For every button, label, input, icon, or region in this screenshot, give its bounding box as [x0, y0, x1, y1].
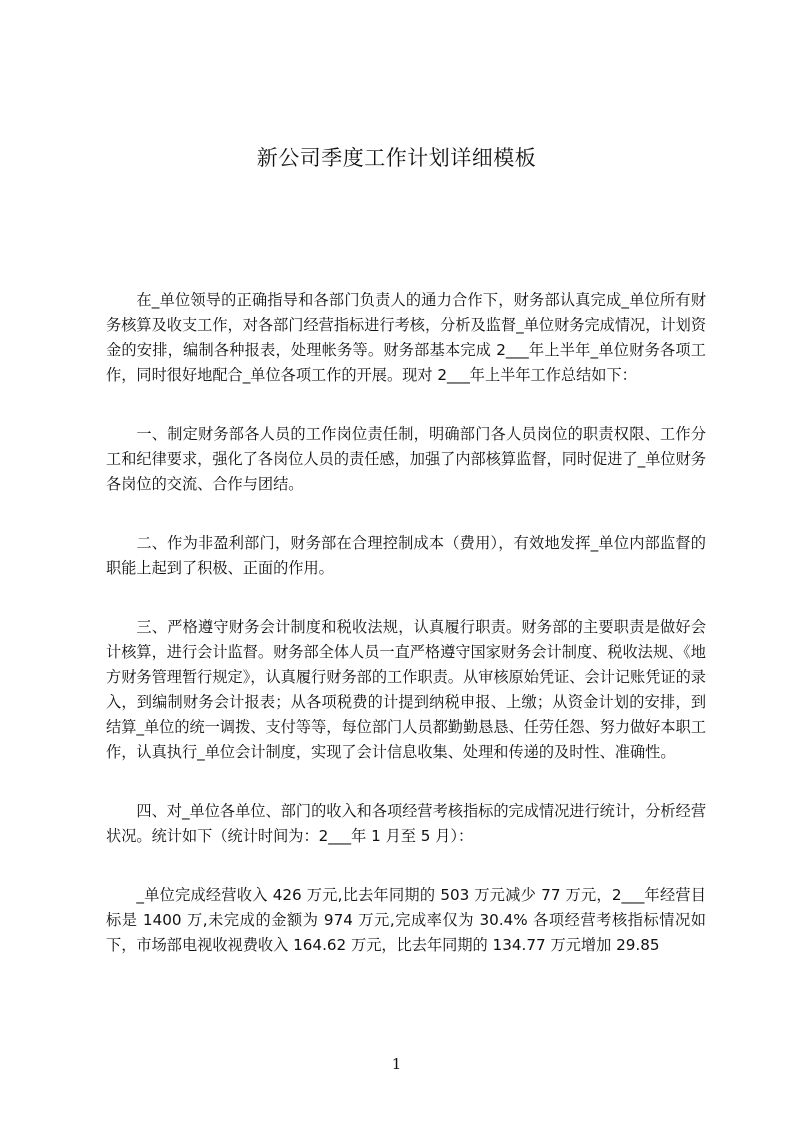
intro-paragraph: 在_单位领导的正确指导和各部门负责人的通力合作下，财务部认真完成_单位所有财务核算及收支工作，对各部门经营指标进行考核，分析及监督_单位财务完成情况，计划资金的安排，编制各种报表，处理帐务等。财务部基本完成 2___年上半年_单位财务各项工作，同时很好地配合_单位各项工作的开展。现对 2___年上半年工作总结如下： [106, 291, 706, 384]
document-title: 新公司季度工作计划详细模板 [256, 146, 537, 170]
statistics-paragraph: _单位完成经营收入 426 万元,比去年同期的 503 万元减少 77 万元，2___年经营目标是 1400 万,未完成的金额为 974 万元,完成率仅为 30.4% 各项经营考核指标情况如下，市场部电视收视费收入 164.62 万元，比去年同期的 134.77 万元增加 29.85 [106, 886, 706, 954]
section-three-paragraph: 三、严格遵守财务会计制度和税收法规，认真履行职责。财务部的主要职责是做好会计核算，进行会计监督。财务部全体人员一直严格遵守国家财务会计制度、税收法规、《地方财务管理暂行规定》，认真履行财务部的工作职责。从审核原始凭证、会计记账凭证的录入，到编制财务会计报表；从各项税费的计提到纳税申报、上缴；从资金计划的安排，到结算_单位的统一调拨、支付等等，每位部门人员都勤勤恳恳、任劳任怨、努力做好本职工作，认真执行_单位会计制度，实现了会计信息收集、处理和传递的及时性、准确性。 [106, 618, 706, 761]
document-body [106, 288, 706, 958]
page-number: 1 [391, 1055, 402, 1073]
section-two-paragraph: 二、作为非盈利部门，财务部在合理控制成本（费用），有效地发挥_单位内部监督的职能上起到了积极、正面的作用。 [106, 534, 706, 577]
section-one-paragraph: 一、制定财务部各人员的工作岗位责任制，明确部门各人员岗位的职责权限、工作分工和纪律要求，强化了各岗位人员的责任感，加强了内部核算监督，同时促进了_单位财务各岗位的交流、合作与团结。 [106, 425, 706, 493]
section-four-paragraph: 四、对_单位各单位、部门的收入和各项经营考核指标的完成情况进行统计，分析经营状况。统计如下（统计时间为：2___年 1 月至 5 月）： [106, 802, 706, 845]
